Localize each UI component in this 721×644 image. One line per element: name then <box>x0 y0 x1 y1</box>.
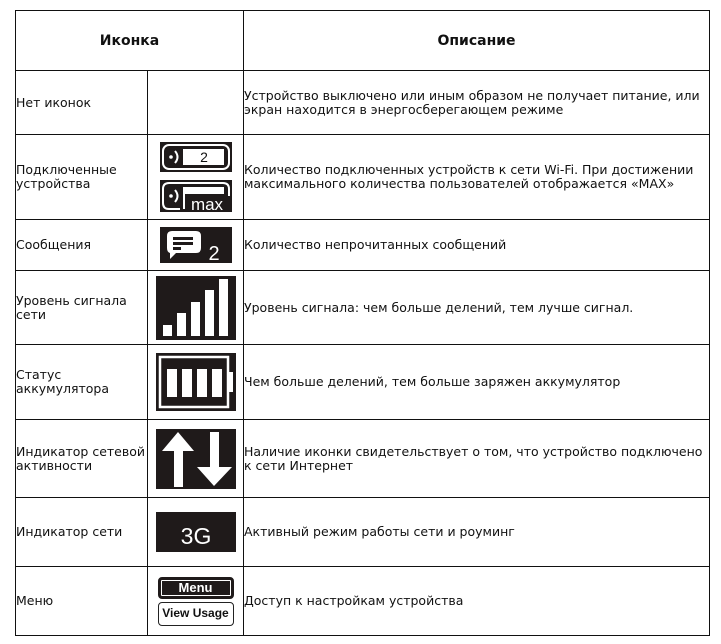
icon-legend-table <box>15 10 710 636</box>
row-icon-empty <box>148 71 244 135</box>
connected-devices-icon <box>160 142 232 172</box>
row-description: Активный режим работы сети и роуминг <box>244 498 710 567</box>
svg-text:2: 2 <box>199 149 208 165</box>
table-row <box>16 567 710 636</box>
row-description: Количество подключенных устройств к сети Wi-Fi. При достижении максимального количества пользователей отображается «MAX» <box>244 135 710 220</box>
row-description: Уровень сигнала: чем больше делений, тем лучше сигнал. <box>244 271 710 345</box>
battery-icon <box>156 353 236 411</box>
view-usage-button[interactable]: View Usage <box>158 602 234 626</box>
row-name: Уровень сигнала сети <box>16 271 148 345</box>
row-name: Индикатор сетевой активности <box>16 420 148 498</box>
row-name: Индикатор сети <box>16 498 148 567</box>
row-description: Количество непрочитанных сообщений <box>244 220 710 271</box>
svg-text:3G: 3G <box>180 523 211 549</box>
table-row <box>16 498 710 567</box>
table-header-row <box>16 11 710 71</box>
message-icon <box>160 227 232 263</box>
network-activity-icon <box>156 429 236 489</box>
table-row <box>16 220 710 271</box>
svg-text:max: max <box>190 195 223 212</box>
row-description: Устройство выключено или иным образом не получает питание, или экран находится в энергосберегающем режиме <box>244 71 710 135</box>
row-name: Нет иконок <box>16 71 148 135</box>
connected-devices-max-icon <box>160 180 232 212</box>
network-type-3g-icon <box>156 512 236 552</box>
row-name: Сообщения <box>16 220 148 271</box>
table-row <box>16 271 710 345</box>
table-row <box>16 135 710 220</box>
table-row <box>16 420 710 498</box>
row-description: Доступ к настройкам устройства <box>244 567 710 636</box>
signal-strength-icon <box>156 276 236 340</box>
row-description: Чем больше делений, тем больше заряжен аккумулятор <box>244 345 710 420</box>
svg-text:2: 2 <box>207 243 220 263</box>
header-description: Описание <box>244 11 710 71</box>
row-name: Меню <box>16 567 148 636</box>
table-row <box>16 345 710 420</box>
row-name: Подключенные устройства <box>16 135 148 220</box>
row-name: Статус аккумулятора <box>16 345 148 420</box>
table-row <box>16 71 710 135</box>
row-description: Наличие иконки свидетельствует о том, что устройство подключено к сети Интернет <box>244 420 710 498</box>
header-icon: Иконка <box>16 11 244 71</box>
menu-button[interactable]: Menu <box>158 577 234 599</box>
